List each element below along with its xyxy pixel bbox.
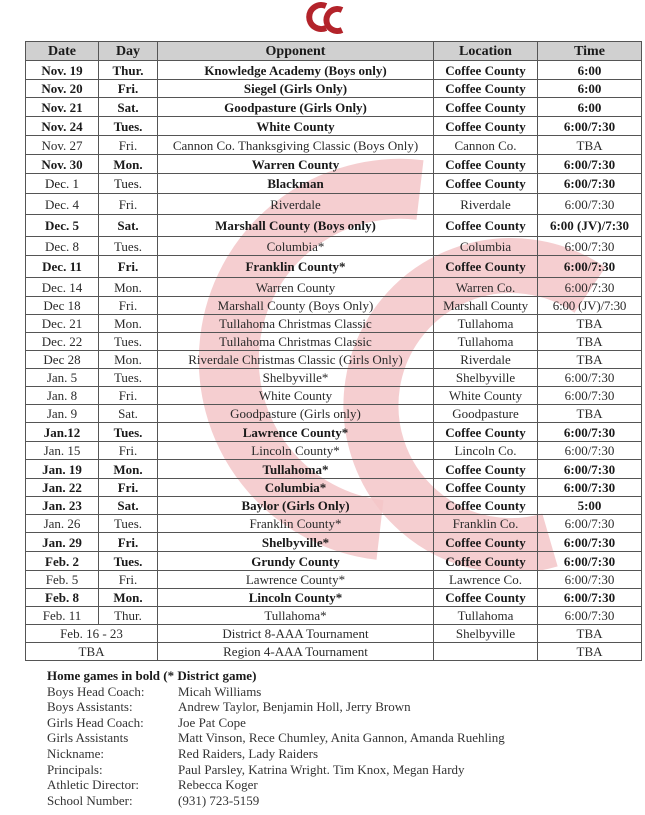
note-row	[47, 777, 505, 793]
table-row	[26, 460, 642, 479]
table-row	[26, 369, 642, 387]
cell-location: White County	[434, 387, 538, 405]
cell-location: Coffee County	[434, 479, 538, 497]
cell-time: 5:00	[538, 497, 642, 515]
table-row	[26, 479, 642, 497]
header-day: Day	[99, 42, 158, 61]
cell-location: Coffee County	[434, 98, 538, 117]
cell-day: Mon.	[99, 351, 158, 369]
cell-date: Nov. 30	[26, 155, 99, 174]
cell-opponent: Knowledge Academy (Boys only)	[158, 61, 434, 80]
cell-location: Coffee County	[434, 155, 538, 174]
cell-time: TBA	[538, 643, 642, 661]
table-row	[26, 256, 642, 278]
cell-opponent: Franklin County*	[158, 256, 434, 278]
cell-day: Fri.	[99, 387, 158, 405]
cell-opponent: Goodpasture (Girls Only)	[158, 98, 434, 117]
cell-day: Tues.	[99, 117, 158, 136]
cell-time: 6:00/7:30	[538, 589, 642, 607]
cell-day: Tues.	[99, 423, 158, 442]
header-location: Location	[434, 42, 538, 61]
cell-opponent: Region 4-AAA Tournament	[158, 643, 434, 661]
cell-date: Dec 28	[26, 351, 99, 369]
table-row	[26, 315, 642, 333]
note-row	[47, 715, 505, 731]
table-row	[26, 61, 642, 80]
table-row	[26, 237, 642, 256]
note-label: Principals:	[47, 761, 103, 777]
cell-day: Fri.	[99, 479, 158, 497]
cell-time: 6:00 (JV)/7:30	[538, 297, 642, 315]
table-row	[26, 155, 642, 174]
cell-time: 6:00/7:30	[538, 552, 642, 571]
table-row	[26, 333, 642, 351]
cell-opponent: Grundy County	[158, 552, 434, 571]
cell-time: TBA	[538, 136, 642, 155]
cell-day: Mon.	[99, 460, 158, 479]
cell-location: Cannon Co.	[434, 136, 538, 155]
cell-day: Fri.	[99, 256, 158, 278]
cell-opponent: Cannon Co. Thanksgiving Classic (Boys Only)	[158, 136, 434, 155]
cell-opponent: Columbia*	[158, 479, 434, 497]
cell-day: Tues.	[99, 237, 158, 256]
cell-day: Sat.	[99, 98, 158, 117]
legend-text: Home games in bold (* District game)	[47, 668, 257, 683]
cell-date: Nov. 20	[26, 80, 99, 98]
cell-date: Jan. 19	[26, 460, 99, 479]
cell-day: Mon.	[99, 278, 158, 297]
table-row	[26, 278, 642, 297]
cell-location: Lincoln Co.	[434, 442, 538, 460]
cell-time: TBA	[538, 351, 642, 369]
cell-location: Warren Co.	[434, 278, 538, 297]
cell-time: 6:00/7:30	[538, 256, 642, 278]
cell-day: Mon.	[99, 315, 158, 333]
cell-location: Marshall County	[434, 297, 538, 315]
cell-day: Fri.	[99, 136, 158, 155]
cell-opponent: Riverdale Christmas Classic (Girls Only)	[158, 351, 434, 369]
cell-opponent: Lincoln County*	[158, 589, 434, 607]
cell-time: 6:00/7:30	[538, 607, 642, 625]
table-row-merged	[26, 625, 642, 643]
cell-opponent: Blackman	[158, 174, 434, 194]
note-value: Andrew Taylor, Benjamin Holl, Jerry Brown	[178, 699, 411, 715]
cell-location: Tullahoma	[434, 333, 538, 351]
cell-date: Jan.12	[26, 423, 99, 442]
cell-date: Nov. 27	[26, 136, 99, 155]
cell-location: Columbia	[434, 237, 538, 256]
table-row	[26, 297, 642, 315]
cell-day: Thur.	[99, 607, 158, 625]
cell-opponent: Lincoln County*	[158, 442, 434, 460]
cell-time: 6:00/7:30	[538, 423, 642, 442]
note-label: Boys Assistants:	[47, 699, 133, 715]
cell-date: Nov. 19	[26, 61, 99, 80]
cell-time: 6:00/7:30	[538, 369, 642, 387]
cell-date: Jan. 15	[26, 442, 99, 460]
table-row	[26, 117, 642, 136]
note-row	[47, 730, 505, 746]
schedule-table	[25, 41, 642, 661]
header-date: Date	[26, 42, 99, 61]
cell-day: Tues.	[99, 174, 158, 194]
cell-day: Sat.	[99, 497, 158, 515]
cell-date: Feb. 2	[26, 552, 99, 571]
table-row	[26, 80, 642, 98]
table-row	[26, 215, 642, 237]
cell-opponent: Columbia*	[158, 237, 434, 256]
cell-date: Dec. 4	[26, 194, 99, 215]
cell-location: Goodpasture	[434, 405, 538, 423]
cell-time: 6:00/7:30	[538, 442, 642, 460]
cell-opponent: Tullahoma*	[158, 607, 434, 625]
cell-time: 6:00/7:30	[538, 515, 642, 533]
note-value: Red Raiders, Lady Raiders	[178, 745, 319, 761]
cell-time: 6:00/7:30	[538, 174, 642, 194]
cell-opponent: White County	[158, 117, 434, 136]
notes-section	[47, 668, 505, 808]
cell-day: Tues.	[99, 515, 158, 533]
cell-opponent: District 8-AAA Tournament	[158, 625, 434, 643]
cell-date: Dec. 1	[26, 174, 99, 194]
cell-date: Dec. 8	[26, 237, 99, 256]
table-row	[26, 136, 642, 155]
cell-date: Jan. 5	[26, 369, 99, 387]
cell-location: Coffee County	[434, 117, 538, 136]
cell-location: Riverdale	[434, 351, 538, 369]
cell-time: TBA	[538, 333, 642, 351]
cell-time: 6:00/7:30	[538, 571, 642, 589]
cell-location: Shelbyville	[434, 625, 538, 643]
cell-date: Nov. 24	[26, 117, 99, 136]
table-row	[26, 387, 642, 405]
cell-time: TBA	[538, 315, 642, 333]
cell-day: Mon.	[99, 589, 158, 607]
cell-time: 6:00/7:30	[538, 479, 642, 497]
cell-time: 6:00/7:30	[538, 155, 642, 174]
cell-location: Tullahoma	[434, 315, 538, 333]
cell-date: Jan. 8	[26, 387, 99, 405]
cell-time: TBA	[538, 625, 642, 643]
cell-date: Jan. 29	[26, 533, 99, 552]
cell-time: 6:00	[538, 80, 642, 98]
cell-location: Tullahoma	[434, 607, 538, 625]
cell-time: 6:00	[538, 98, 642, 117]
note-value: Micah Williams	[178, 683, 262, 699]
note-row	[47, 793, 505, 809]
cell-day: Mon.	[99, 155, 158, 174]
cell-opponent: Tullahoma Christmas Classic	[158, 333, 434, 351]
cell-opponent: Lawrence County*	[158, 423, 434, 442]
cell-opponent: Shelbyville*	[158, 533, 434, 552]
cell-date: Dec. 5	[26, 215, 99, 237]
cell-time: 6:00/7:30	[538, 237, 642, 256]
cell-opponent: Shelbyville*	[158, 369, 434, 387]
cell-date: Jan. 23	[26, 497, 99, 515]
cell-day: Sat.	[99, 405, 158, 423]
table-row	[26, 405, 642, 423]
table-row	[26, 423, 642, 442]
cell-day: Fri.	[99, 80, 158, 98]
cell-day: Tues.	[99, 369, 158, 387]
cell-opponent: Goodpasture (Girls only)	[158, 405, 434, 423]
note-value: (931) 723-5159	[178, 792, 260, 808]
note-label: Athletic Director:	[47, 777, 140, 793]
table-row	[26, 607, 642, 625]
cell-date: Dec 18	[26, 297, 99, 315]
note-row	[47, 684, 505, 700]
header-time: Time	[538, 42, 642, 61]
table-header-row	[26, 42, 642, 61]
cell-date: Dec. 14	[26, 278, 99, 297]
cell-location: Coffee County	[434, 533, 538, 552]
note-row	[47, 746, 505, 762]
cell-location: Coffee County	[434, 61, 538, 80]
table-row	[26, 442, 642, 460]
cell-day: Fri.	[99, 533, 158, 552]
cell-time: 6:00/7:30	[538, 533, 642, 552]
note-label: Boys Head Coach:	[47, 683, 145, 699]
cell-date: Jan. 9	[26, 405, 99, 423]
note-label: Nickname:	[47, 745, 105, 761]
cell-day: Fri.	[99, 442, 158, 460]
cell-location: Coffee County	[434, 497, 538, 515]
cell-opponent: Tullahoma*	[158, 460, 434, 479]
cell-date: Dec. 21	[26, 315, 99, 333]
cell-location: Coffee County	[434, 423, 538, 442]
cell-location: Coffee County	[434, 552, 538, 571]
cell-location: Coffee County	[434, 460, 538, 479]
cell-date: Feb. 11	[26, 607, 99, 625]
cell-opponent: Warren County	[158, 278, 434, 297]
cell-location: Lawrence Co.	[434, 571, 538, 589]
note-label: Girls Assistants	[47, 730, 129, 746]
cell-opponent: Franklin County*	[158, 515, 434, 533]
table-row	[26, 533, 642, 552]
cell-time: 6:00/7:30	[538, 387, 642, 405]
table-row-merged	[26, 643, 642, 661]
cell-date: Jan. 22	[26, 479, 99, 497]
cell-day: Tues.	[99, 333, 158, 351]
cell-time: TBA	[538, 405, 642, 423]
cell-location: Coffee County	[434, 215, 538, 237]
cell-time: 6:00/7:30	[538, 460, 642, 479]
cell-date: Feb. 8	[26, 589, 99, 607]
cell-date: Jan. 26	[26, 515, 99, 533]
cell-day: Fri.	[99, 194, 158, 215]
cell-opponent: Siegel (Girls Only)	[158, 80, 434, 98]
note-row	[47, 762, 505, 778]
header-opponent: Opponent	[158, 42, 434, 61]
cell-location: Coffee County	[434, 589, 538, 607]
table-row	[26, 589, 642, 607]
table-row	[26, 351, 642, 369]
cell-opponent: Warren County	[158, 155, 434, 174]
note-label: Girls Head Coach:	[47, 714, 144, 730]
cell-location: Franklin Co.	[434, 515, 538, 533]
note-value: Rebecca Koger	[178, 777, 258, 793]
cell-date: Nov. 21	[26, 98, 99, 117]
cell-time: 6:00/7:30	[538, 117, 642, 136]
cell-time: 6:00/7:30	[538, 194, 642, 215]
table-row	[26, 497, 642, 515]
cell-day: Fri.	[99, 297, 158, 315]
cell-day: Fri.	[99, 571, 158, 589]
note-value: Paul Parsley, Katrina Wright. Tim Knox, Megan Hardy	[178, 761, 465, 777]
cell-day: Thur.	[99, 61, 158, 80]
cell-location: Shelbyville	[434, 369, 538, 387]
note-value: Matt Vinson, Rece Chumley, Anita Gannon, Amanda Ruehling	[178, 730, 505, 746]
table-row	[26, 552, 642, 571]
cell-opponent: Marshall County (Boys Only)	[158, 297, 434, 315]
cell-day: Tues.	[99, 552, 158, 571]
cell-time: 6:00	[538, 61, 642, 80]
note-row	[47, 699, 505, 715]
cell-location: Riverdale	[434, 194, 538, 215]
cell-date-range: TBA	[26, 643, 158, 661]
cell-day: Sat.	[99, 215, 158, 237]
school-logo-icon	[302, 0, 360, 36]
note-label: School Number:	[47, 792, 133, 808]
cell-date-range: Feb. 16 - 23	[26, 625, 158, 643]
cell-opponent: Marshall County (Boys only)	[158, 215, 434, 237]
table-row	[26, 98, 642, 117]
cell-location: Coffee County	[434, 256, 538, 278]
table-row	[26, 174, 642, 194]
cell-opponent: Riverdale	[158, 194, 434, 215]
cell-location: Coffee County	[434, 80, 538, 98]
cell-date: Dec. 22	[26, 333, 99, 351]
cell-opponent: White County	[158, 387, 434, 405]
note-value: Joe Pat Cope	[178, 714, 246, 730]
cell-opponent: Lawrence County*	[158, 571, 434, 589]
cell-location	[434, 643, 538, 661]
table-row	[26, 515, 642, 533]
table-row	[26, 194, 642, 215]
cell-time: 6:00 (JV)/7:30	[538, 215, 642, 237]
cell-location: Coffee County	[434, 174, 538, 194]
cell-time: 6:00/7:30	[538, 278, 642, 297]
cell-opponent: Tullahoma Christmas Classic	[158, 315, 434, 333]
table-row	[26, 571, 642, 589]
cell-opponent: Baylor (Girls Only)	[158, 497, 434, 515]
cell-date: Feb. 5	[26, 571, 99, 589]
cell-date: Dec. 11	[26, 256, 99, 278]
